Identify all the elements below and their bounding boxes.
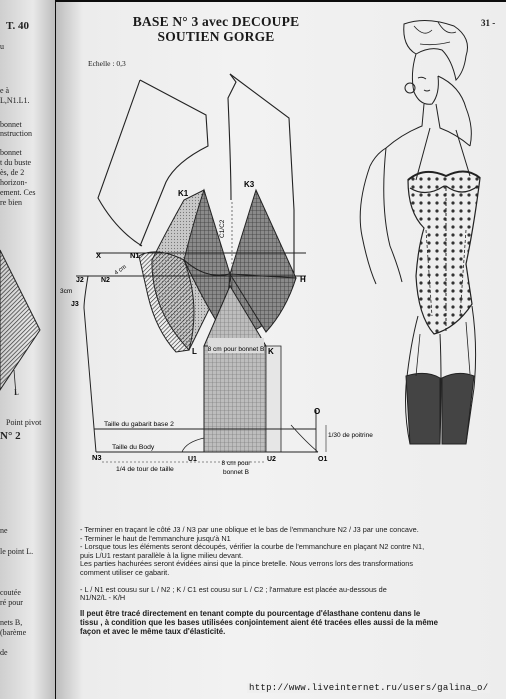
center-gore <box>204 346 266 452</box>
label-u1: U1 <box>188 456 197 463</box>
label-u2: U2 <box>267 456 276 463</box>
arm-inner <box>384 148 402 282</box>
bold-note <box>80 609 495 636</box>
left-text-line: ès, de 2 <box>0 168 25 177</box>
label-k: K <box>268 347 274 356</box>
left-text-line: L <box>14 388 19 397</box>
left-text-line: ement. Ces <box>0 188 36 197</box>
front-neck-outline <box>228 74 236 200</box>
bold-note-line: façon et avec le même taux d'élasticité. <box>80 626 226 636</box>
label-n1: N1 <box>130 251 140 260</box>
left-text-line: (barème <box>0 628 27 637</box>
left-text-line: horizon- <box>0 178 28 187</box>
label-o: O <box>314 407 321 416</box>
title-line-2: SOUTIEN GORGE <box>157 29 275 44</box>
left-text-line: e à <box>0 86 10 95</box>
note-line: Les parties hachurées seront évidées ainsi que la pince bretelle. Nous verrons lors des transformations <box>80 559 413 569</box>
hair-strands <box>414 22 456 45</box>
left-page-label: T. 40 <box>6 20 30 32</box>
left-text-line: nstruction <box>0 129 32 138</box>
main-page <box>56 2 506 699</box>
right-side-strip <box>266 346 281 452</box>
note-line: puis L/U1 restant parallèle à la ligne milieu devant. <box>80 550 244 560</box>
note-line: comment utiliser ce gabarit. <box>80 567 170 577</box>
left-text-line: u <box>0 42 4 51</box>
note-line: N1/N2/L - K/H <box>80 593 126 603</box>
label-4cm: 4 cm <box>113 264 128 277</box>
left-text-line: le point L. <box>0 547 34 556</box>
left-text-line: ne <box>0 526 8 535</box>
bold-note-line: Il peut être tracé directement en tenant compte du pourcentage d'élasthane contenu dans le <box>80 608 421 618</box>
note-line: - Terminer en traçant le côté J3 / N3 par une oblique et le bas de l'emmanchure N2 / J3 par une concave. <box>80 525 419 534</box>
label-o1: O1 <box>318 456 328 463</box>
left-text-line: N° 2 <box>0 430 21 442</box>
title-line-1: BASE N° 3 avec DECOUPE <box>132 14 300 29</box>
left-shoulder <box>370 104 424 166</box>
pattern-diagram <box>56 70 373 485</box>
left-text-line: nets B, <box>0 618 23 627</box>
label-x: X <box>96 251 102 260</box>
left-text-line: coutée <box>0 588 21 597</box>
lowered-arm <box>360 166 376 284</box>
scale-label: Echelle : 0,3 <box>88 59 126 68</box>
left-stocking <box>406 373 440 444</box>
right-stocking <box>442 373 474 444</box>
instructions-text <box>80 526 495 636</box>
corset-body <box>408 171 480 334</box>
label-l: L <box>192 347 197 356</box>
page-title <box>116 14 316 44</box>
hair-outline <box>404 20 468 80</box>
note-line: - Lorsque tous les éléments seront découpés, vérifier la courbe de l'emmanchure en plaçant N2 contre N1, <box>80 542 425 552</box>
page-number: 31 - <box>481 18 496 28</box>
label-8cm-2: bonnet B <box>222 469 250 476</box>
label-j2: J2 <box>76 277 84 284</box>
u1-curve <box>182 438 204 452</box>
left-text-line: L,N1.L1. <box>0 96 30 105</box>
label-n3: N3 <box>92 453 102 462</box>
label-h: H <box>300 275 306 284</box>
left-text-line: bonnet <box>0 148 22 157</box>
label-1-30: 1/30 de poitrine <box>328 432 373 439</box>
label-taille-body: Taille du Body <box>112 444 155 451</box>
face-features <box>418 77 430 91</box>
left-page-edge <box>0 0 55 699</box>
left-text-line: Point pivot <box>6 418 42 427</box>
shoulder-outline-left <box>98 80 142 246</box>
left-text-line: bonnet <box>0 120 22 129</box>
hatched-underarm <box>139 252 194 352</box>
note-line: - L / N1 est cousu sur L / N2 ; K / C1 est cousu sur L / C2 ; l'armature est placée au-dessous de <box>80 584 387 594</box>
bold-note-line: tissu , à condition que les bases utilisées conjointement aient été tracées elles aussi de la même <box>80 617 438 627</box>
left-text-line: de <box>0 648 8 657</box>
source-url-watermark: http://www.liveinternet.ru/users/galina_o/ <box>249 683 489 693</box>
label-j3: J3 <box>71 301 79 308</box>
label-n2: N2 <box>101 277 110 284</box>
label-quarter-waist: 1/4 de tour de taille <box>116 466 174 473</box>
label-taille-gabarit: Taille du gabarit base 2 <box>104 421 174 428</box>
side-seam <box>84 276 96 452</box>
left-text-line: ré pour <box>0 598 23 607</box>
left-text-line: t du buste <box>0 158 32 167</box>
left-text-line: re bien <box>0 198 22 207</box>
label-k3: K3 <box>244 180 255 189</box>
label-c1c2: C1/C2 <box>219 219 226 238</box>
fashion-illustration <box>306 16 506 446</box>
label-bonnet: 8 cm pour bonnet B <box>207 346 265 353</box>
right-shoulder <box>436 104 470 146</box>
label-k1: K1 <box>178 189 189 198</box>
left-page-hatched-shape <box>0 240 55 400</box>
label-3cm: 3cm <box>60 288 73 295</box>
label-8cm-1: 8 cm pour <box>221 460 251 467</box>
note-line: - Terminer le haut de l'emmanchure jusqu'à N1 <box>80 533 231 543</box>
